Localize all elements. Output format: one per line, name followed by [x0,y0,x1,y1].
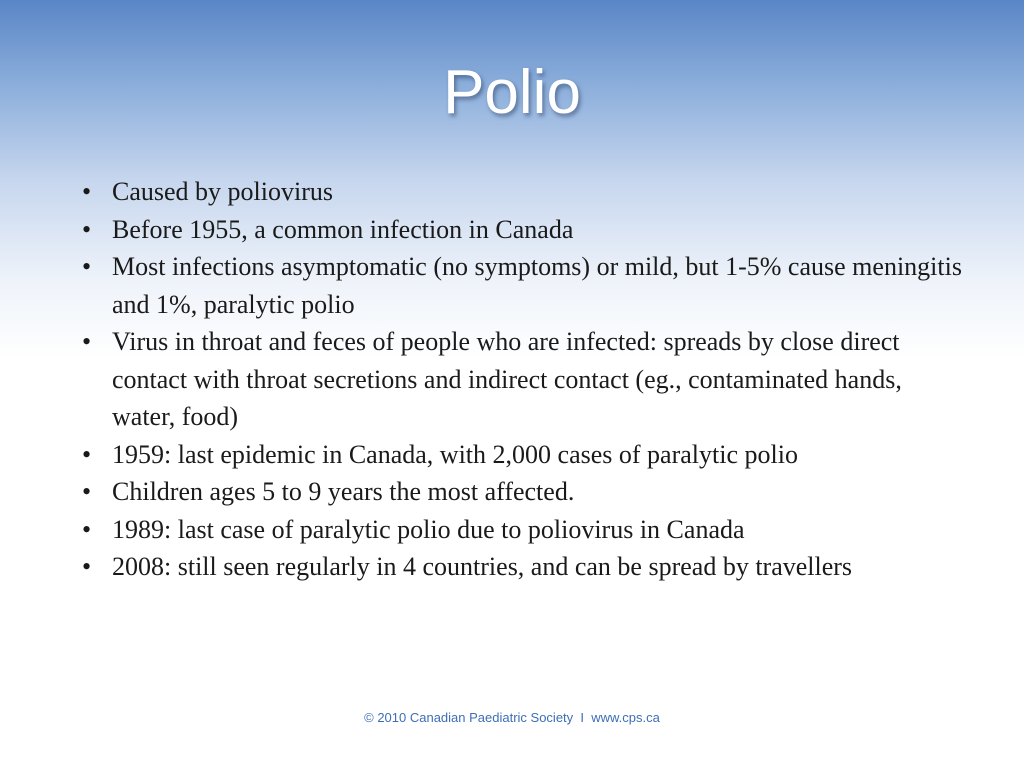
bullet-list [82,173,962,586]
bullet-item [82,211,962,249]
bullet-icon: • [82,477,92,506]
bullet-item [82,548,962,586]
bullet-item [82,511,962,549]
bullet-icon: • [82,552,92,581]
bullet-icon: • [82,327,92,356]
bullet-icon: • [82,252,92,281]
bullet-text: 1959: last epidemic in Canada, with 2,000 cases of paralytic polio [112,439,798,469]
bullet-item [82,248,962,323]
bullet-icon: • [82,439,92,469]
bullet-icon: • [82,177,92,206]
bullet-text: 2008: still seen regularly in 4 countries, and can be spread by travellers [112,552,853,581]
bullet-item [82,436,962,474]
bullet-icon: • [82,214,92,244]
bullet-text: Virus in throat and feces of people who are infected: spreads by close direct contact with throat secretions and indirect contact (eg., contaminated hands, water, food) [112,327,902,431]
bullet-text: 1989: last case of paralytic polio due to poliovirus in Canada [112,514,745,544]
bullet-icon: • [82,514,92,544]
bullet-text: Before 1955, a common infection in Canada [112,214,574,244]
footer-copyright: © 2010 Canadian Paediatric Society I www.cps.ca [364,710,660,725]
bullet-item [82,473,962,511]
slide-title: Polio [443,58,581,127]
bullet-item [82,173,962,211]
bullet-text: Most infections asymptomatic (no symptoms) or mild, but 1-5% cause meningitis and 1%, paralytic polio [112,252,962,319]
bullet-item [82,323,962,436]
bullet-text: Caused by poliovirus [112,177,333,206]
bullet-text: Children ages 5 to 9 years the most affected. [112,477,575,506]
